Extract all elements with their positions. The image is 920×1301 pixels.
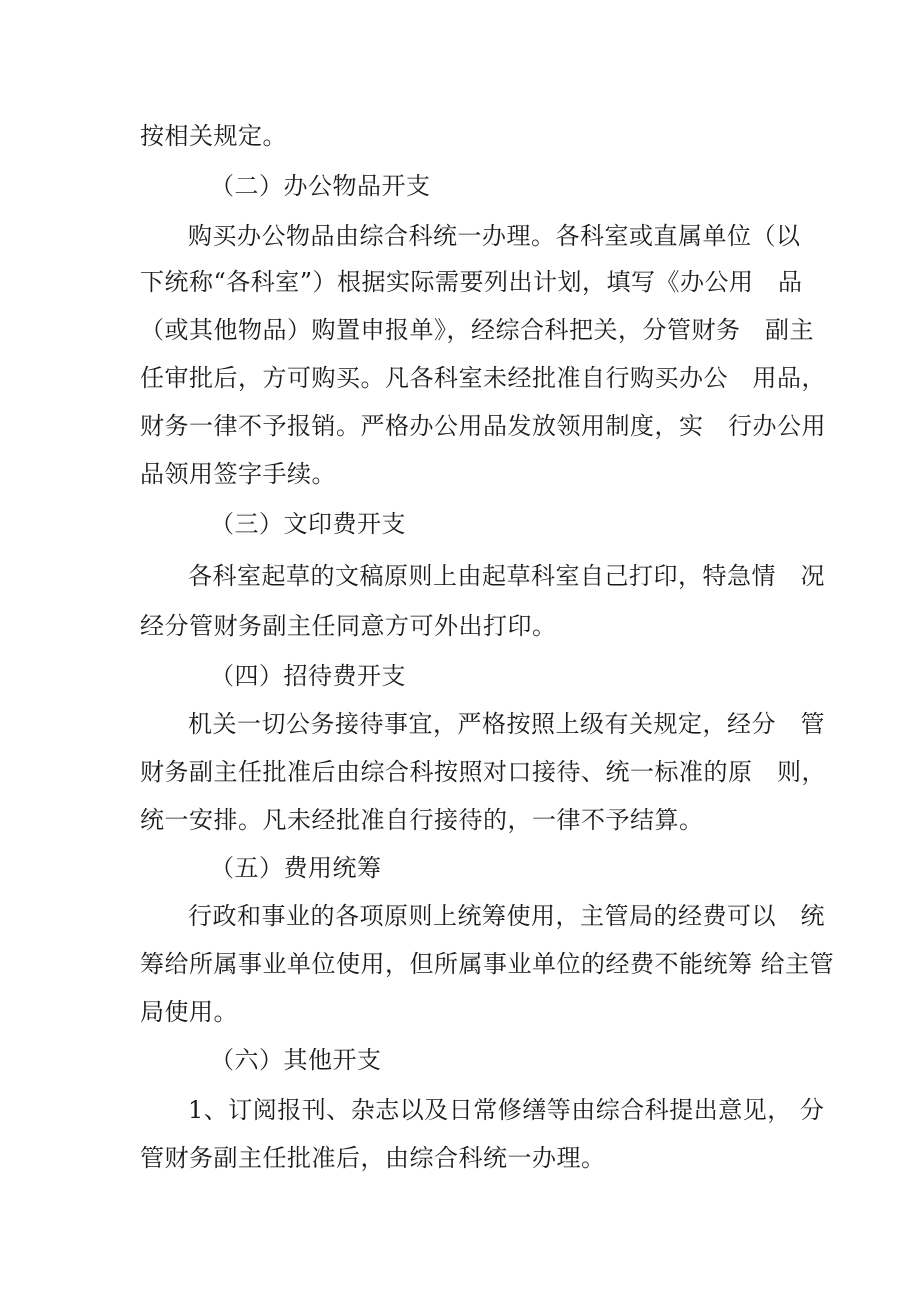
paragraph-line: 任审批后，方可购买。凡各科室未经批准自行购买办公 用品， bbox=[140, 364, 826, 392]
paragraph-line: 购买办公物品由综合科统一办理。各科室或直属单位（以 bbox=[188, 222, 801, 250]
paragraph-line: （或其他物品）购置申报单》，经综合科把关，分管财务 副主 bbox=[140, 316, 814, 344]
paragraph-line: 品领用签字手续。 bbox=[140, 460, 336, 488]
paragraph-line: 下统称“各科室”）根据实际需要列出计划，填写《办公用 品 bbox=[140, 268, 803, 296]
section-heading: （三）文印费开支 bbox=[210, 510, 406, 538]
paragraph-line: 各科室起草的文稿原则上由起草科室自己打印，特急情 况 bbox=[188, 562, 825, 590]
paragraph-line: 按相关规定。 bbox=[140, 122, 287, 150]
section-heading: （四）招待费开支 bbox=[210, 662, 406, 690]
paragraph-line: 机关一切公务接待事宜，严格按照上级有关规定，经分 管 bbox=[188, 710, 825, 738]
paragraph-line: 财务一律不予报销。严格办公用品发放领用制度，实 行办公用 bbox=[140, 412, 826, 440]
paragraph-line: 财务副主任批准后由综合科按照对口接待、统一标准的原 则， bbox=[140, 758, 826, 786]
paragraph-line: 统一安排。凡未经批准自行接待的，一律不予结算。 bbox=[140, 806, 704, 834]
paragraph-line: 1、订阅报刊、杂志以及日常修缮等由综合科提出意见， 分 bbox=[188, 1096, 825, 1124]
paragraph-line: 经分管财务副主任同意方可外出打印。 bbox=[140, 612, 557, 640]
section-heading: （五）费用统筹 bbox=[210, 854, 382, 882]
paragraph-line: 行政和事业的各项原则上统筹使用，主管局的经费可以 统 bbox=[188, 902, 825, 930]
paragraph-line: 局使用。 bbox=[140, 998, 238, 1026]
section-heading: （六）其他开支 bbox=[210, 1046, 382, 1074]
paragraph-line: 管财务副主任批准后，由综合科统一办理。 bbox=[140, 1144, 606, 1172]
section-heading: （二）办公物品开支 bbox=[210, 172, 431, 200]
paragraph-line: 筹给所属事业单位使用，但所属事业单位的经费不能统筹 给主管 bbox=[140, 950, 835, 978]
